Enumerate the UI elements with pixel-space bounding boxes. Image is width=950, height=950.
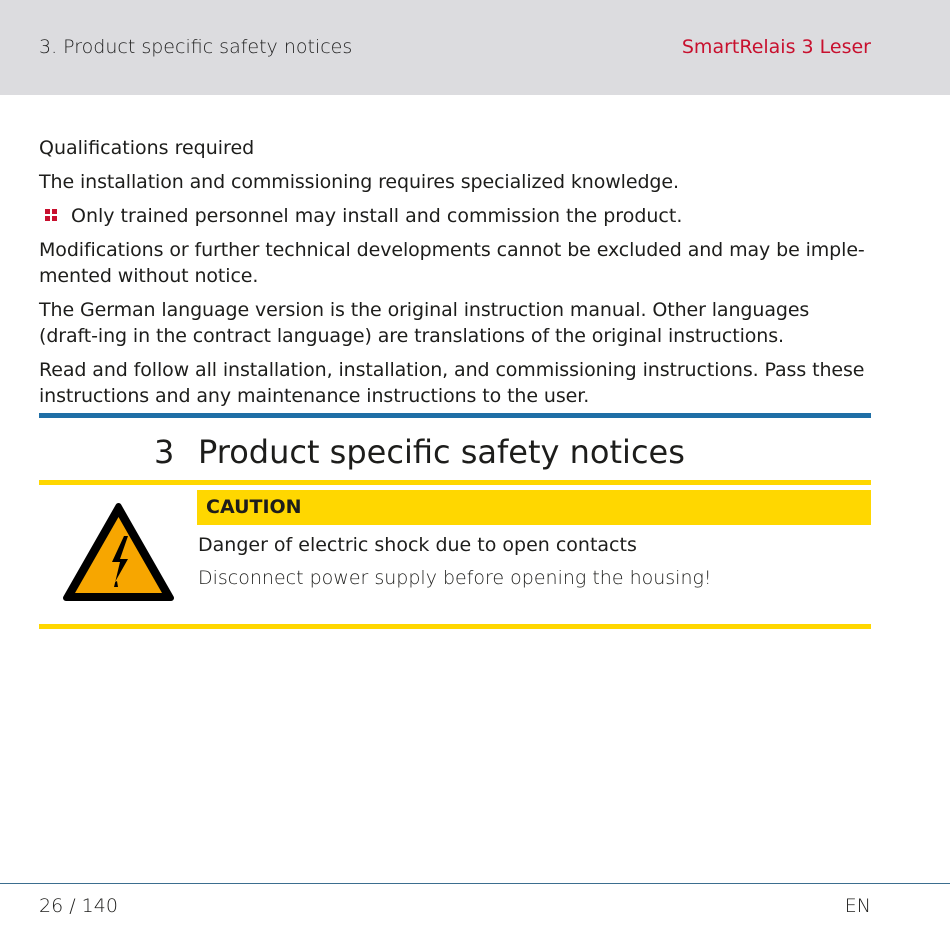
electric-hazard-warning-icon	[62, 502, 175, 602]
red-squares-bullet-icon	[45, 209, 57, 221]
caution-top-rule	[39, 480, 871, 485]
modifications-paragraph: Modifications or further technical developments cannot be excluded and may be imple-mented without notice.	[39, 239, 865, 287]
section-number: 3	[154, 433, 175, 471]
instructions-paragraph: Read and follow all installation, installation, and commissioning instructions. Pass these instructions and any maintenance instructions to the user.	[39, 359, 865, 407]
page-number: 26 / 140	[39, 895, 118, 917]
qualifications-intro: The installation and commissioning requires specialized knowledge.	[39, 171, 679, 193]
footer-rule	[0, 883, 950, 884]
danger-instruction: Disconnect power supply before opening the housing!	[198, 567, 712, 589]
danger-heading: Danger of electric shock due to open contacts	[198, 534, 637, 556]
header-section-title: 3. Product specific safety notices	[39, 36, 353, 58]
bullet-text: Only trained personnel may install and commission the product.	[71, 205, 683, 227]
caution-label: CAUTION	[206, 496, 302, 518]
header-product-name: SmartRelais 3 Leser	[681, 36, 871, 58]
qualifications-block	[39, 135, 871, 417]
qualifications-heading: Qualifications required	[39, 137, 255, 159]
page-header	[0, 0, 950, 95]
section-title: Product specific safety notices	[198, 433, 685, 471]
section-divider	[39, 413, 871, 418]
caution-bottom-rule	[39, 624, 871, 629]
language-paragraph: The German language version is the original instruction manual. Other languages (draft-ing in the contract language) are translations of the original instructions.	[39, 299, 810, 347]
language-code: EN	[844, 895, 871, 917]
caution-banner	[197, 490, 871, 525]
qualifications-bullet	[39, 203, 871, 229]
